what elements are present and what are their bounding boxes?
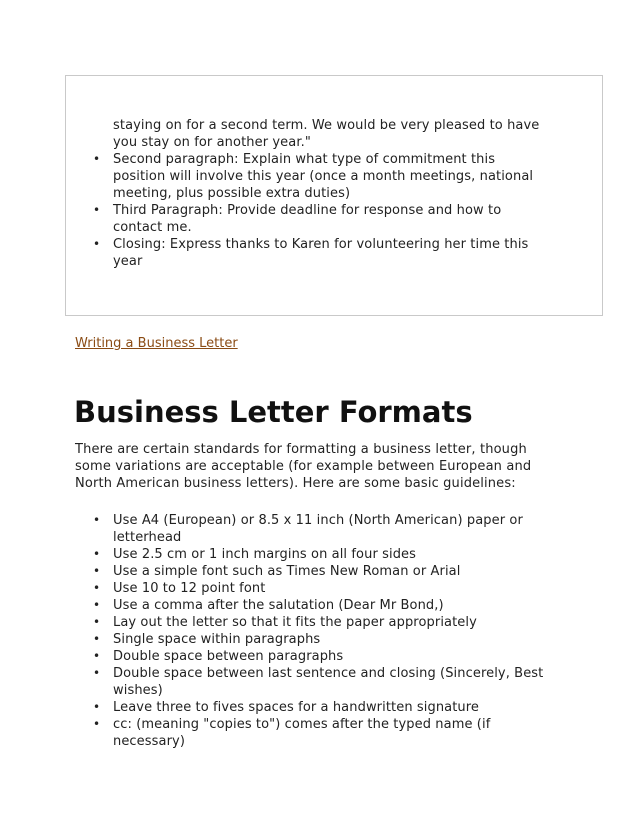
list-item-line: Third Paragraph: Provide deadline for response and how to (113, 203, 502, 218)
list-item-line: Double space between paragraphs (113, 649, 344, 664)
list-item-line: Use a comma after the salutation (Dear Mr Bond,) (113, 598, 444, 613)
bullet-icon: • (93, 615, 101, 629)
bullet-icon: • (93, 649, 101, 663)
list-item (93, 512, 563, 546)
writing-business-letter-link[interactable]: Writing a Business Letter (75, 336, 238, 351)
list-item (93, 699, 563, 716)
list-item (93, 563, 563, 580)
bullet-icon: • (93, 237, 101, 251)
example-letter-content (93, 117, 573, 270)
section-title: Business Letter Formats (74, 395, 473, 429)
list-item-line: position will involve this year (once a month meetings, national (113, 169, 534, 184)
list-item-line: meeting, plus possible extra duties) (113, 186, 351, 201)
list-item-line: Second paragraph: Explain what type of commitment this (113, 152, 496, 167)
list-item-line: Leave three to fives spaces for a handwritten signature (113, 700, 480, 715)
bullet-icon: • (93, 513, 101, 527)
bullet-icon: • (93, 717, 101, 731)
continuation-line: you stay on for another year." (113, 135, 311, 150)
list-item (93, 580, 563, 597)
list-item (93, 151, 573, 202)
bullet-icon: • (93, 152, 101, 166)
letter-outline-list (93, 151, 573, 270)
list-item-line: year (113, 254, 143, 269)
list-item-line: Use 10 to 12 point font (113, 581, 266, 596)
list-item (93, 665, 563, 699)
intro-paragraph (75, 441, 555, 492)
list-item-line: Lay out the letter so that it fits the paper appropriately (113, 615, 477, 630)
list-item-line: contact me. (113, 220, 192, 235)
list-item-line: Double space between last sentence and closing (Sincerely, Best (113, 666, 544, 681)
list-item (93, 236, 573, 270)
list-item (93, 648, 563, 665)
bullet-icon: • (93, 666, 101, 680)
intro-line: North American business letters). Here are some basic guidelines: (75, 476, 516, 491)
list-item-line: Use A4 (European) or 8.5 x 11 inch (North American) paper or (113, 513, 523, 528)
list-item-line: Use 2.5 cm or 1 inch margins on all four sides (113, 547, 417, 562)
list-item-line: letterhead (113, 530, 182, 545)
example-letter-box (65, 75, 603, 316)
bullet-icon: • (93, 581, 101, 595)
bullet-icon: • (93, 700, 101, 714)
list-item (93, 631, 563, 648)
intro-line: some variations are acceptable (for example between European and (75, 459, 532, 474)
continuation-line: staying on for a second term. We would be very pleased to have (113, 118, 540, 133)
bullet-icon: • (93, 632, 101, 646)
bullet-icon: • (93, 598, 101, 612)
list-item (93, 597, 563, 614)
bullet-icon: • (93, 564, 101, 578)
list-item-line: cc: (meaning "copies to") comes after the typed name (if (113, 717, 491, 732)
list-item-line: wishes) (113, 683, 163, 698)
list-item (93, 202, 573, 236)
list-item-line: Single space within paragraphs (113, 632, 321, 647)
bullet-icon: • (93, 547, 101, 561)
guidelines-list (93, 512, 563, 750)
list-item (93, 546, 563, 563)
intro-line: There are certain standards for formatting a business letter, though (75, 442, 527, 457)
bullet-icon: • (93, 203, 101, 217)
list-item (93, 614, 563, 631)
list-item-line: Closing: Express thanks to Karen for volunteering her time this (113, 237, 529, 252)
list-item (93, 716, 563, 750)
list-item-line: Use a simple font such as Times New Roman or Arial (113, 564, 461, 579)
list-item-line: necessary) (113, 734, 186, 749)
